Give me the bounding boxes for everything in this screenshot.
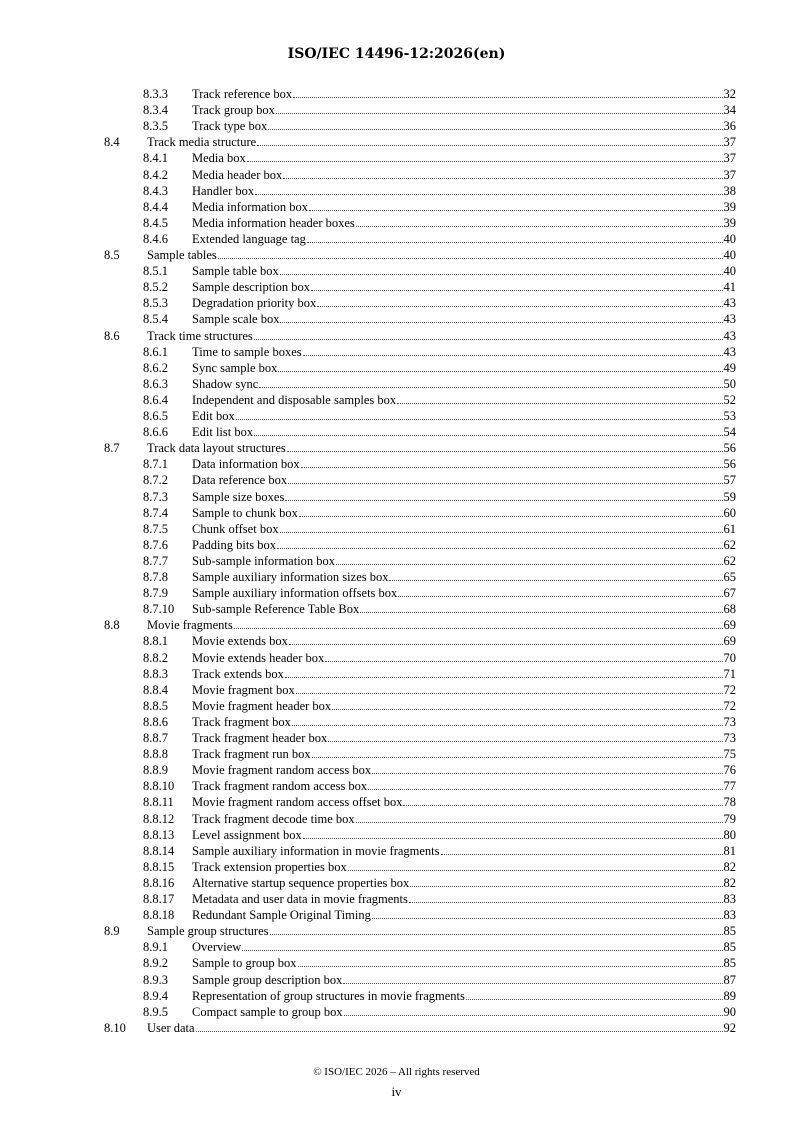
toc-entry-number: 8.7.10 bbox=[143, 602, 175, 617]
toc-dot-leader bbox=[259, 376, 722, 388]
toc-entry-number: 8.4.6 bbox=[143, 231, 168, 246]
toc-entry-number: 8.8.7 bbox=[143, 731, 168, 745]
toc-dot-leader bbox=[276, 102, 723, 114]
toc-entry-page: 78 bbox=[723, 795, 736, 810]
toc-entry-number: 8.8.6 bbox=[143, 714, 168, 729]
toc-dot-leader bbox=[301, 456, 723, 468]
toc-entry-page: 75 bbox=[723, 747, 736, 762]
toc-entry[interactable] bbox=[143, 215, 736, 231]
toc-entry[interactable] bbox=[104, 247, 736, 263]
toc-entry-number: 8.6.1 bbox=[143, 344, 168, 359]
toc-entry-number: 8.7.8 bbox=[143, 570, 168, 584]
toc-entry[interactable] bbox=[143, 730, 736, 746]
toc-entry-page: 77 bbox=[723, 779, 736, 794]
toc-dot-leader bbox=[356, 215, 723, 227]
toc-dot-leader bbox=[268, 118, 722, 130]
toc-entry[interactable] bbox=[143, 585, 736, 601]
toc-entry-title: Movie fragment header box bbox=[192, 698, 332, 713]
toc-entry-title: Movie extends header box bbox=[192, 650, 325, 665]
toc-entry[interactable] bbox=[143, 537, 736, 553]
toc-entry[interactable] bbox=[143, 505, 736, 521]
toc-entry-title: Degradation priority box bbox=[192, 296, 317, 311]
toc-entry[interactable] bbox=[143, 150, 736, 166]
toc-entry-page: 82 bbox=[723, 859, 736, 874]
toc-entry[interactable] bbox=[143, 939, 736, 955]
toc-dot-leader bbox=[299, 505, 723, 517]
toc-entry-page: 60 bbox=[723, 505, 736, 520]
toc-entry[interactable] bbox=[143, 875, 736, 891]
toc-entry-title: Track group box bbox=[192, 103, 275, 118]
toc-entry-number: 8.7.9 bbox=[143, 586, 168, 601]
toc-entry-page: 32 bbox=[723, 87, 736, 101]
toc-entry-page: 69 bbox=[723, 634, 736, 649]
toc-entry-title: Sample group structures bbox=[147, 924, 269, 939]
toc-entry-page: 79 bbox=[723, 811, 736, 826]
toc-entry[interactable] bbox=[143, 746, 736, 762]
toc-entry-title: Track fragment run box bbox=[192, 747, 311, 762]
toc-entry-number: 8.8.9 bbox=[143, 763, 168, 778]
toc-entry-number: 8.7 bbox=[104, 441, 120, 456]
toc-entry[interactable] bbox=[143, 521, 736, 537]
toc-dot-leader bbox=[368, 778, 722, 790]
toc-entry-number: 8.5 bbox=[104, 248, 120, 262]
toc-entry-number: 8.10 bbox=[104, 1020, 126, 1035]
toc-entry-number: 8.7.6 bbox=[143, 537, 168, 552]
toc-dot-leader bbox=[328, 730, 722, 742]
toc-entry-page: 39 bbox=[723, 215, 736, 230]
toc-entry[interactable] bbox=[143, 456, 736, 472]
copyright-footer: © ISO/IEC 2026 – All rights reserved bbox=[313, 1066, 480, 1078]
toc-entry-page: 70 bbox=[723, 650, 736, 665]
toc-dot-leader bbox=[247, 150, 723, 162]
toc-entry-title: Track reference box bbox=[192, 87, 293, 101]
toc-entry-title: Track fragment box bbox=[192, 714, 291, 729]
toc-entry[interactable] bbox=[143, 167, 736, 183]
toc-entry-title: Media information header boxes bbox=[192, 215, 355, 230]
toc-entry[interactable] bbox=[143, 843, 736, 859]
toc-entry-page: 80 bbox=[723, 827, 736, 842]
toc-entry-title: Edit list box bbox=[192, 425, 254, 440]
toc-entry-number: 8.8.12 bbox=[143, 811, 175, 826]
toc-entry-number: 8.9 bbox=[104, 924, 120, 939]
toc-entry-number: 8.8.18 bbox=[143, 908, 175, 923]
toc-entry[interactable] bbox=[143, 972, 736, 988]
toc-entry-page: 49 bbox=[723, 360, 736, 375]
toc-entry-title: User data bbox=[147, 1020, 195, 1035]
toc-entry-page: 43 bbox=[723, 344, 736, 359]
toc-dot-leader bbox=[288, 472, 722, 484]
toc-entry-page: 40 bbox=[723, 231, 736, 246]
toc-entry[interactable] bbox=[143, 714, 736, 730]
toc-entry-title: Sample to group box bbox=[192, 956, 297, 971]
toc-entry-title: Track fragment header box bbox=[192, 731, 328, 745]
toc-entry-number: 8.5.2 bbox=[143, 280, 168, 295]
toc-entry[interactable] bbox=[143, 794, 736, 810]
toc-entry-title: Track extends box bbox=[192, 666, 284, 681]
toc-entry-number: 8.5.4 bbox=[143, 312, 168, 327]
toc-entry[interactable] bbox=[143, 86, 736, 102]
toc-entry[interactable] bbox=[143, 601, 736, 617]
toc-dot-leader bbox=[403, 794, 722, 806]
toc-dot-leader bbox=[360, 601, 722, 613]
toc-dot-leader bbox=[257, 134, 722, 146]
toc-entry-page: 65 bbox=[723, 570, 736, 584]
toc-entry-number: 8.8.14 bbox=[143, 843, 175, 858]
toc-entry[interactable] bbox=[143, 295, 736, 311]
toc-entry[interactable] bbox=[104, 440, 736, 456]
toc-entry-title: Sample auxiliary information offsets box bbox=[192, 586, 398, 601]
toc-entry-title: Sample tables bbox=[147, 248, 217, 262]
toc-entry-page: 56 bbox=[723, 457, 736, 472]
toc-entry-title: Track data layout structures bbox=[147, 441, 286, 456]
toc-entry-number: 8.3.4 bbox=[143, 103, 168, 118]
toc-entry[interactable] bbox=[143, 907, 736, 923]
toc-entry[interactable] bbox=[104, 1020, 736, 1036]
toc-entry-number: 8.8.2 bbox=[143, 650, 168, 665]
toc-entry-number: 8.7.3 bbox=[143, 489, 168, 504]
toc-entry-title: Sample size boxes bbox=[192, 489, 285, 504]
toc-entry[interactable] bbox=[143, 891, 736, 907]
toc-entry-number: 8.9.2 bbox=[143, 956, 168, 971]
toc-entry[interactable] bbox=[143, 360, 736, 376]
toc-entry-number: 8.6.5 bbox=[143, 409, 168, 423]
toc-dot-leader bbox=[254, 424, 722, 436]
toc-dot-leader bbox=[293, 86, 722, 98]
toc-entry-number: 8.8.3 bbox=[143, 666, 168, 681]
toc-entry[interactable] bbox=[143, 859, 736, 875]
toc-entry[interactable] bbox=[143, 569, 736, 585]
toc-dot-leader bbox=[285, 489, 722, 501]
toc-entry[interactable] bbox=[143, 489, 736, 505]
toc-entry-number: 8.6.6 bbox=[143, 425, 168, 440]
toc-entry-page: 43 bbox=[723, 328, 736, 343]
toc-entry-page: 62 bbox=[723, 537, 736, 552]
toc-entry-number: 8.5.1 bbox=[143, 264, 168, 279]
toc-entry[interactable] bbox=[143, 1004, 736, 1020]
toc-entry-number: 8.7.5 bbox=[143, 521, 168, 536]
toc-entry-title: Sync sample box bbox=[192, 360, 278, 375]
toc-dot-leader bbox=[372, 762, 722, 774]
toc-dot-leader bbox=[344, 1004, 723, 1016]
toc-entry-number: 8.4.3 bbox=[143, 183, 168, 198]
toc-entry-page: 71 bbox=[723, 666, 736, 681]
toc-entry-page: 76 bbox=[723, 763, 736, 778]
toc-entry[interactable] bbox=[143, 311, 736, 327]
toc-entry[interactable] bbox=[143, 633, 736, 649]
toc-entry-page: 50 bbox=[723, 376, 736, 391]
toc-entry-number: 8.4 bbox=[104, 135, 120, 150]
toc-entry-number: 8.8.1 bbox=[143, 634, 168, 649]
toc-entry-title: Handler box bbox=[192, 183, 255, 198]
toc-dot-leader bbox=[303, 344, 723, 356]
toc-dot-leader bbox=[397, 392, 722, 404]
toc-entry[interactable] bbox=[143, 263, 736, 279]
toc-entry-page: 43 bbox=[723, 312, 736, 327]
toc-dot-leader bbox=[398, 585, 722, 597]
toc-entry-page: 89 bbox=[723, 988, 736, 1003]
toc-dot-leader bbox=[278, 360, 722, 372]
toc-entry-number: 8.8.15 bbox=[143, 859, 175, 874]
toc-entry-title: Movie extends box bbox=[192, 634, 288, 649]
toc-entry[interactable] bbox=[104, 134, 736, 150]
toc-entry[interactable] bbox=[143, 778, 736, 794]
toc-entry-page: 73 bbox=[723, 714, 736, 729]
toc-entry-page: 90 bbox=[723, 1004, 736, 1019]
toc-entry-page: 37 bbox=[723, 135, 736, 150]
toc-dot-leader bbox=[218, 247, 723, 259]
toc-entry-page: 81 bbox=[723, 843, 736, 858]
toc-dot-leader bbox=[236, 408, 723, 420]
toc-entry-title: Media information box bbox=[192, 199, 308, 214]
toc-dot-leader bbox=[372, 907, 723, 919]
toc-entry-page: 36 bbox=[723, 119, 736, 134]
toc-entry-title: Data reference box bbox=[192, 473, 288, 488]
toc-entry-number: 8.3.3 bbox=[143, 87, 168, 101]
toc-entry-title: Track fragment decode time box bbox=[192, 811, 355, 826]
toc-entry[interactable] bbox=[143, 424, 736, 440]
toc-entry-page: 40 bbox=[723, 248, 736, 262]
toc-dot-leader bbox=[287, 440, 723, 452]
toc-entry-title: Data information box bbox=[192, 457, 300, 472]
toc-entry-number: 8.6 bbox=[104, 328, 120, 343]
toc-entry-page: 73 bbox=[723, 731, 736, 745]
toc-entry-page: 34 bbox=[723, 103, 736, 118]
toc-entry-title: Compact sample to group box bbox=[192, 1004, 343, 1019]
toc-dot-leader bbox=[343, 972, 722, 984]
page-number: iv bbox=[391, 1084, 402, 1099]
toc-entry-page: 83 bbox=[723, 892, 736, 906]
toc-entry-title: Track media structure bbox=[147, 135, 257, 150]
toc-entry-page: 37 bbox=[723, 167, 736, 182]
toc-entry-page: 52 bbox=[723, 392, 736, 407]
toc-entry-title: Time to sample boxes bbox=[192, 344, 302, 359]
toc-entry-page: 59 bbox=[723, 489, 736, 504]
toc-dot-leader bbox=[298, 955, 723, 967]
toc-entry-page: 67 bbox=[723, 586, 736, 601]
toc-dot-leader bbox=[283, 167, 722, 179]
toc-entry-page: 43 bbox=[723, 296, 736, 311]
toc-dot-leader bbox=[307, 231, 723, 243]
toc-entry-number: 8.6.4 bbox=[143, 392, 168, 407]
toc-entry-number: 8.6.2 bbox=[143, 360, 168, 375]
toc-entry[interactable] bbox=[143, 279, 736, 295]
toc-entry[interactable] bbox=[143, 650, 736, 666]
toc-dot-leader bbox=[280, 263, 723, 275]
toc-dot-leader bbox=[280, 521, 723, 533]
toc-entry[interactable] bbox=[104, 328, 736, 344]
toc-entry-number: 8.8.16 bbox=[143, 875, 175, 890]
toc-entry[interactable] bbox=[104, 923, 736, 939]
toc-entry-title: Track extension properties box bbox=[192, 859, 347, 874]
toc-entry-title: Edit box bbox=[192, 409, 235, 423]
toc-entry-title: Media box bbox=[192, 151, 246, 166]
toc-entry-title: Movie fragment random access box bbox=[192, 763, 372, 778]
toc-entry-title: Shadow sync bbox=[192, 376, 259, 391]
toc-dot-leader bbox=[309, 199, 723, 211]
toc-entry-title: Sample description box bbox=[192, 280, 311, 295]
toc-entry-title: Representation of group structures in movie fragments bbox=[192, 988, 465, 1003]
toc-entry[interactable] bbox=[143, 183, 736, 199]
toc-entry[interactable] bbox=[104, 617, 736, 633]
toc-dot-leader bbox=[389, 569, 722, 581]
toc-entry[interactable] bbox=[143, 102, 736, 118]
toc-entry[interactable] bbox=[143, 231, 736, 247]
toc-dot-leader bbox=[196, 1020, 723, 1032]
toc-entry-number: 8.7.4 bbox=[143, 505, 168, 520]
toc-entry-number: 8.8.13 bbox=[143, 827, 175, 842]
page-header-title: ISO/IEC 14496-12:2026(en) bbox=[287, 46, 506, 62]
toc-entry-number: 8.9.4 bbox=[143, 988, 168, 1003]
toc-entry-page: 68 bbox=[723, 602, 736, 617]
toc-entry-page: 40 bbox=[723, 264, 736, 279]
toc-entry[interactable] bbox=[143, 666, 736, 682]
toc-entry-number: 8.4.4 bbox=[143, 199, 168, 214]
toc-entry-page: 62 bbox=[723, 553, 736, 568]
toc-dot-leader bbox=[325, 650, 722, 662]
toc-dot-leader bbox=[303, 827, 723, 839]
toc-entry-page: 37 bbox=[723, 151, 736, 166]
toc-entry[interactable] bbox=[143, 408, 736, 424]
toc-entry-number: 8.9.1 bbox=[143, 940, 168, 955]
toc-entry-page: 53 bbox=[723, 409, 736, 423]
toc-entry-number: 8.7.7 bbox=[143, 553, 168, 568]
toc-entry-title: Level assignment box bbox=[192, 827, 302, 842]
toc-dot-leader bbox=[441, 843, 723, 855]
toc-entry-page: 54 bbox=[723, 425, 736, 440]
toc-entry-title: Track time structures bbox=[147, 328, 253, 343]
toc-entry[interactable] bbox=[143, 762, 736, 778]
toc-entry-title: Movie fragment random access offset box bbox=[192, 795, 403, 810]
toc-entry-title: Redundant Sample Original Timing bbox=[192, 908, 371, 923]
toc-dot-leader bbox=[270, 923, 723, 935]
toc-entry[interactable] bbox=[143, 811, 736, 827]
toc-entry-title: Sample group description box bbox=[192, 972, 343, 987]
toc-entry-page: 92 bbox=[723, 1020, 736, 1035]
toc-entry-title: Track type box bbox=[192, 119, 268, 134]
toc-entry-title: Sample auxiliary information sizes box bbox=[192, 570, 389, 584]
toc-dot-leader bbox=[336, 553, 722, 565]
toc-entry-number: 8.3.5 bbox=[143, 119, 168, 134]
toc-entry-page: 69 bbox=[723, 618, 736, 633]
toc-entry-title: Sub-sample information box bbox=[192, 553, 336, 568]
toc-entry-page: 83 bbox=[723, 908, 736, 923]
toc-entry-number: 8.5.3 bbox=[143, 296, 168, 311]
toc-dot-leader bbox=[312, 746, 723, 758]
toc-entry[interactable] bbox=[143, 682, 736, 698]
toc-entry[interactable] bbox=[143, 344, 736, 360]
toc-entry-page: 41 bbox=[723, 280, 736, 295]
toc-entry-title: Track fragment random access box bbox=[192, 779, 368, 794]
toc-entry-page: 57 bbox=[723, 473, 736, 488]
toc-entry-title: Chunk offset box bbox=[192, 521, 279, 536]
toc-entry[interactable] bbox=[143, 955, 736, 971]
toc-entry-number: 8.4.2 bbox=[143, 167, 168, 182]
toc-dot-leader bbox=[410, 875, 722, 887]
toc-dot-leader bbox=[292, 714, 723, 726]
toc-entry-page: 82 bbox=[723, 875, 736, 890]
toc-entry[interactable] bbox=[143, 472, 736, 488]
toc-entry-page: 85 bbox=[723, 924, 736, 939]
toc-entry-number: 8.4.1 bbox=[143, 151, 168, 166]
toc-entry-title: Sub-sample Reference Table Box bbox=[192, 602, 360, 617]
toc-entry[interactable] bbox=[143, 827, 736, 843]
toc-entry-number: 8.9.5 bbox=[143, 1004, 168, 1019]
toc-dot-leader bbox=[255, 183, 722, 195]
toc-entry-title: Extended language tag bbox=[192, 231, 306, 246]
toc-entry-page: 61 bbox=[723, 521, 736, 536]
toc-entry-title: Movie fragment box bbox=[192, 682, 295, 697]
toc-dot-leader bbox=[280, 311, 722, 323]
toc-dot-leader bbox=[466, 988, 723, 1000]
toc-entry-page: 72 bbox=[723, 698, 736, 713]
toc-entry[interactable] bbox=[143, 392, 736, 408]
toc-entry-number: 8.8 bbox=[104, 618, 120, 633]
toc-dot-leader bbox=[296, 682, 723, 694]
toc-entry-number: 8.8.4 bbox=[143, 682, 168, 697]
toc-entry-number: 8.7.2 bbox=[143, 473, 168, 488]
toc-dot-leader bbox=[409, 891, 723, 903]
toc-entry-number: 8.9.3 bbox=[143, 972, 168, 987]
toc-entry[interactable] bbox=[143, 988, 736, 1004]
toc-entry-title: Sample table box bbox=[192, 264, 279, 279]
toc-entry-number: 8.6.3 bbox=[143, 376, 168, 391]
toc-entry-number: 8.7.1 bbox=[143, 457, 168, 472]
toc-entry-page: 72 bbox=[723, 682, 736, 697]
toc-entry-title: Padding bits box bbox=[192, 537, 277, 552]
toc-dot-leader bbox=[356, 811, 723, 823]
toc-entry-number: 8.8.11 bbox=[143, 795, 174, 810]
toc-dot-leader bbox=[317, 295, 722, 307]
toc-entry-page: 87 bbox=[723, 972, 736, 987]
toc-entry[interactable] bbox=[143, 376, 736, 392]
toc-entry-title: Media header box bbox=[192, 167, 283, 182]
toc-dot-leader bbox=[285, 666, 723, 678]
toc-entry-page: 85 bbox=[723, 940, 736, 955]
toc-entry[interactable] bbox=[143, 553, 736, 569]
toc-entry-title: Alternative startup sequence properties box bbox=[192, 875, 410, 890]
toc-entry-title: Sample scale box bbox=[192, 312, 280, 327]
toc-entry-page: 56 bbox=[723, 441, 736, 456]
toc-entry-number: 8.8.10 bbox=[143, 779, 175, 794]
toc-dot-leader bbox=[254, 328, 723, 340]
toc-dot-leader bbox=[311, 279, 722, 291]
toc-entry-number: 8.8.5 bbox=[143, 698, 168, 713]
toc-entry-page: 39 bbox=[723, 199, 736, 214]
toc-dot-leader bbox=[332, 698, 722, 710]
toc-dot-leader bbox=[348, 859, 723, 871]
toc-entry-number: 8.8.17 bbox=[143, 892, 175, 906]
toc-dot-leader bbox=[289, 633, 723, 645]
toc-entry-number: 8.4.5 bbox=[143, 215, 168, 230]
toc-entry-title: Independent and disposable samples box bbox=[192, 392, 397, 407]
toc-entry-number: 8.8.8 bbox=[143, 747, 168, 762]
toc-entry-title: Movie fragments bbox=[147, 618, 233, 633]
toc-entry[interactable] bbox=[143, 118, 736, 134]
toc-entry-title: Sample to chunk box bbox=[192, 505, 298, 520]
toc-entry[interactable] bbox=[143, 698, 736, 714]
toc-dot-leader bbox=[277, 537, 722, 549]
toc-entry-title: Metadata and user data in movie fragments bbox=[192, 892, 408, 906]
toc-dot-leader bbox=[242, 939, 722, 951]
toc-dot-leader bbox=[234, 617, 723, 629]
toc-entry-title: Overview bbox=[192, 940, 242, 955]
toc-entry-page: 85 bbox=[723, 956, 736, 971]
toc-entry-title: Sample auxiliary information in movie fragments bbox=[192, 843, 440, 858]
toc-entry[interactable] bbox=[143, 199, 736, 215]
toc-entry-page: 38 bbox=[723, 183, 736, 198]
